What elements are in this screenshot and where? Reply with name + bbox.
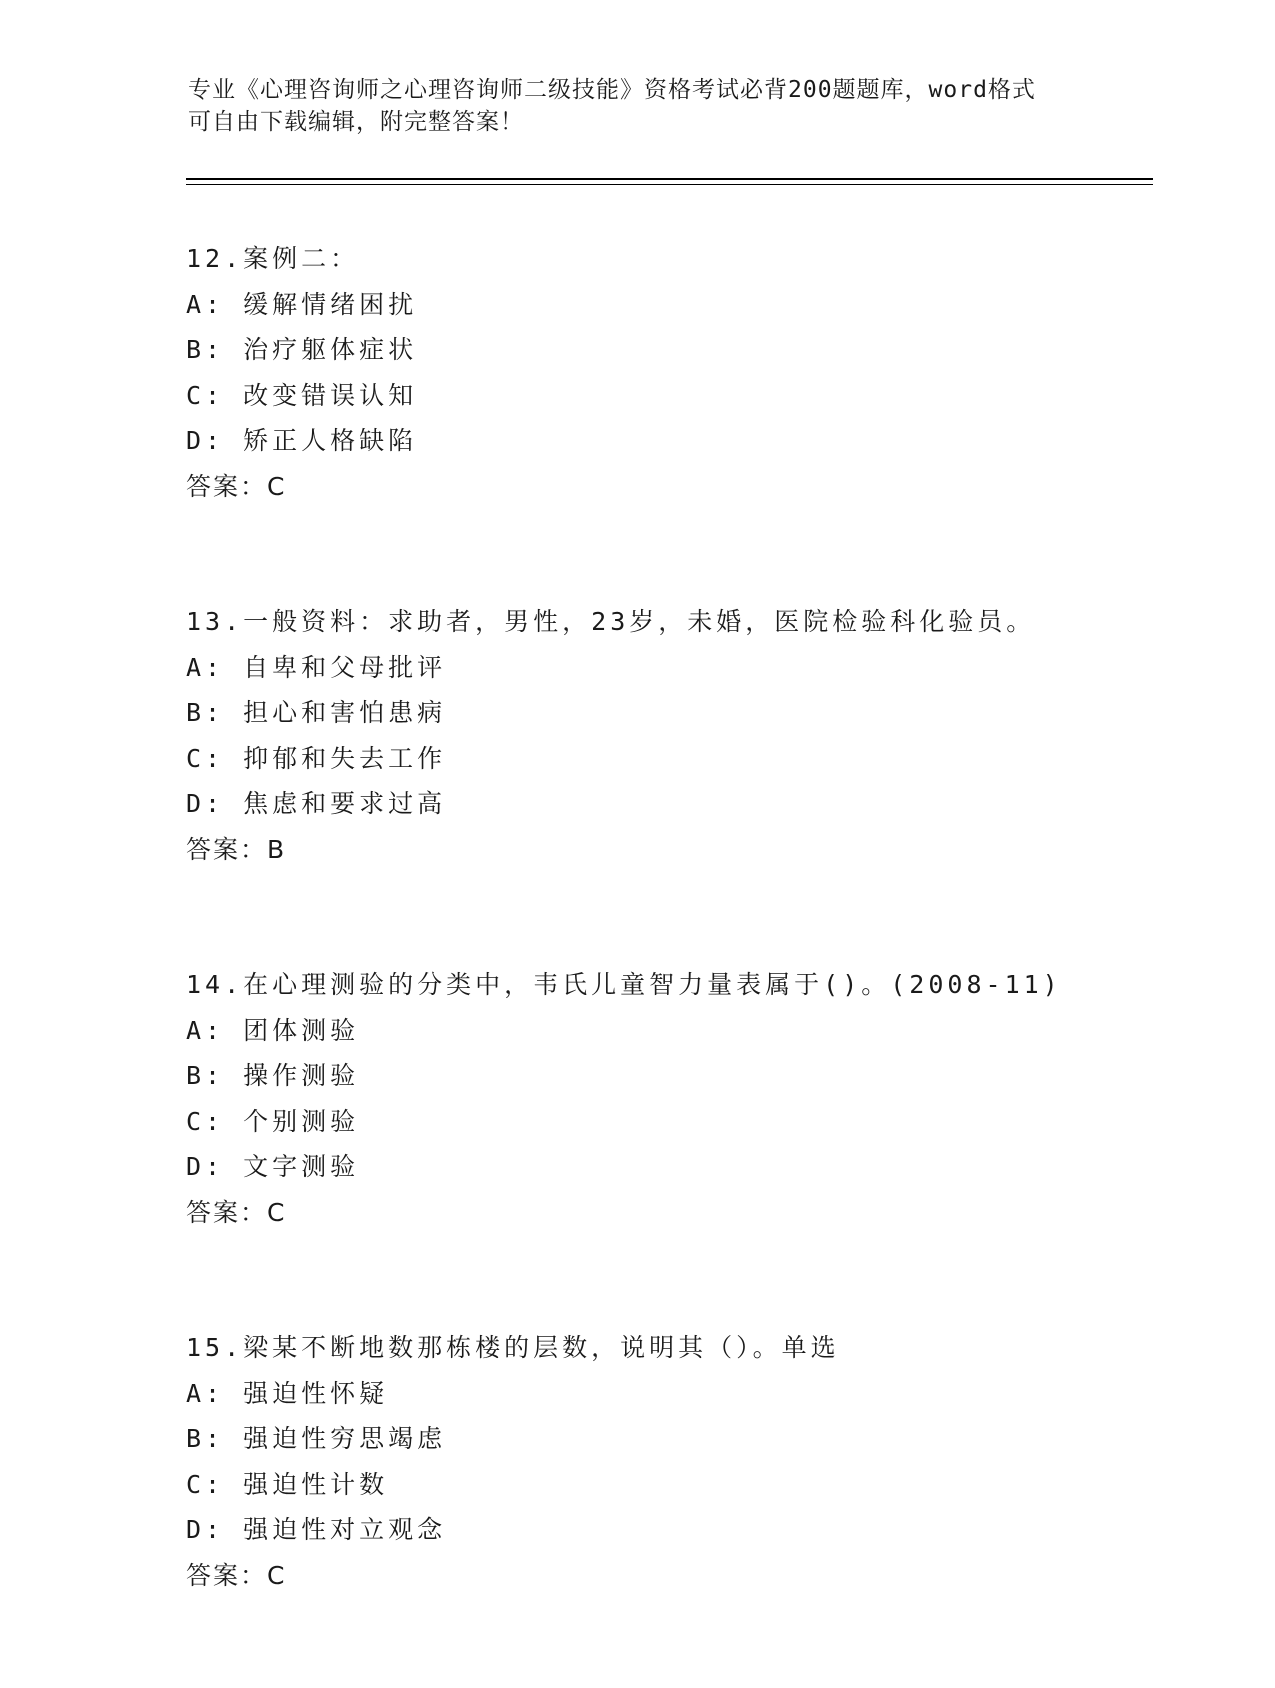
option-d: D: 矫正人格缺陷 (186, 426, 418, 455)
option-a: A: 缓解情绪困扰 (186, 289, 418, 319)
question-stem: 14.在心理测验的分类中，韦氏儿童智力量表属于()。(2008-11) (186, 970, 1062, 999)
option-b: B: 治疗躯体症状 (186, 335, 418, 364)
option-c: C: 改变错误认知 (186, 380, 418, 410)
answer-key: 答案：C (186, 1197, 287, 1227)
question-list (186, 236, 1186, 1688)
question-stem: 12.案例二： (186, 244, 360, 273)
option-d: D: 焦虑和要求过高 (186, 789, 447, 818)
header-divider (186, 178, 1153, 185)
option-c: C: 抑郁和失去工作 (186, 743, 447, 773)
option-b: B: 担心和害怕患病 (186, 698, 447, 727)
question-stem: 13.一般资料：求助者，男性，23岁，未婚，医院检验科化验员。 (186, 607, 1036, 636)
option-a: A: 团体测验 (186, 1015, 360, 1045)
option-b: B: 强迫性穷思竭虑 (186, 1424, 447, 1453)
option-c: C: 个别测验 (186, 1106, 360, 1136)
option-a: A: 自卑和父母批评 (186, 652, 447, 682)
question-13 (186, 599, 1186, 872)
question-15 (186, 1325, 1186, 1598)
header-line-2: 可自由下载编辑，附完整答案！ (188, 109, 524, 135)
option-d: D: 强迫性对立观念 (186, 1515, 447, 1544)
question-12 (186, 236, 1186, 509)
option-d: D: 文字测验 (186, 1152, 360, 1181)
option-c: C: 强迫性计数 (186, 1469, 389, 1499)
document-header (188, 74, 1088, 138)
question-14 (186, 962, 1186, 1235)
option-a: A: 强迫性怀疑 (186, 1378, 389, 1408)
answer-key: 答案：B (186, 834, 287, 864)
question-stem: 15.梁某不断地数那栋楼的层数，说明其（）。单选 (186, 1333, 840, 1362)
answer-key: 答案：C (186, 471, 287, 501)
header-line-1: 专业《心理咨询师之心理咨询师二级技能》资格考试必背200题题库，word格式 (188, 77, 1036, 103)
option-b: B: 操作测验 (186, 1061, 360, 1090)
answer-key: 答案：C (186, 1560, 287, 1590)
